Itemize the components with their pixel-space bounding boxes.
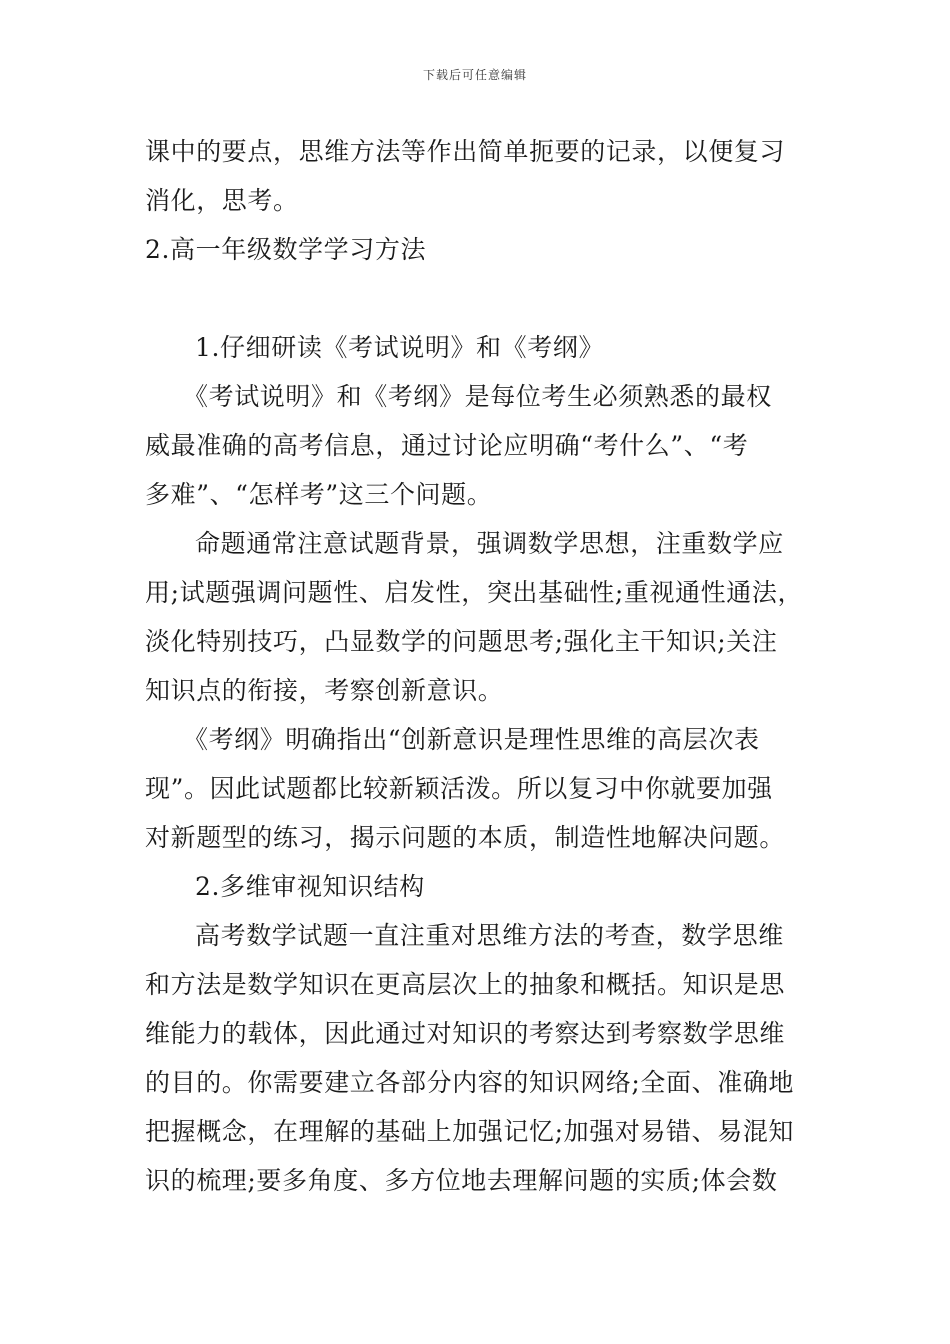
text-line: 淡化特别技巧，凸显数学的问题思考;强化主干知识;关注 <box>145 627 778 656</box>
paragraph-first-line: 高考数学试题一直注重对思维方法的考查，数学思维 <box>195 921 784 950</box>
subsection-heading: 2.多维审视知识结构 <box>195 872 425 901</box>
text-line: 维能力的载体，因此通过对知识的考察达到考察数学思维 <box>145 1019 786 1048</box>
text-line: 消化，思考。 <box>145 186 299 215</box>
text-line: 对新题型的练习，揭示问题的本质，制造性地解决问题。 <box>145 823 786 852</box>
section-heading: 2.高一年级数学学习方法 <box>145 235 427 264</box>
text-line: 现”。因此试题都比较新颖活泼。所以复习中你就要加强 <box>145 774 773 803</box>
document-body <box>145 127 815 1205</box>
paragraph-first-line: 《考试说明》和《考纲》是每位考生必须熟悉的最权 <box>183 382 772 411</box>
text-line: 多难”、“怎样考”这三个问题。 <box>145 480 493 509</box>
text-line: 知识点的衔接，考察创新意识。 <box>145 676 504 705</box>
text-line: 识的梳理;要多角度、多方位地去理解问题的实质;体会数 <box>145 1166 778 1195</box>
paragraph-first-line: 命题通常注意试题背景，强调数学思想，注重数学应 <box>195 529 784 558</box>
paragraph-first-line: 《考纲》明确指出“创新意识是理性思维的高层次表 <box>183 725 760 754</box>
text-line: 课中的要点，思维方法等作出简单扼要的记录，以便复习 <box>145 137 786 166</box>
text-line: 和方法是数学知识在更高层次上的抽象和概括。知识是思 <box>145 970 786 999</box>
text-line: 的目的。你需要建立各部分内容的知识网络;全面、准确地 <box>145 1068 795 1097</box>
text-line: 威最准确的高考信息，通过讨论应明确“考什么”、“考 <box>145 431 749 460</box>
text-line: 用;试题强调问题性、启发性，突出基础性;重视通性通法， <box>145 578 804 607</box>
blank-line <box>145 274 815 323</box>
page-header-note: 下载后可任意编辑 <box>422 68 527 82</box>
text-line: 把握概念，在理解的基础上加强记忆;加强对易错、易混知 <box>145 1117 795 1146</box>
subsection-heading: 1.仔细研读《考试说明》和《考纲》 <box>195 333 605 362</box>
